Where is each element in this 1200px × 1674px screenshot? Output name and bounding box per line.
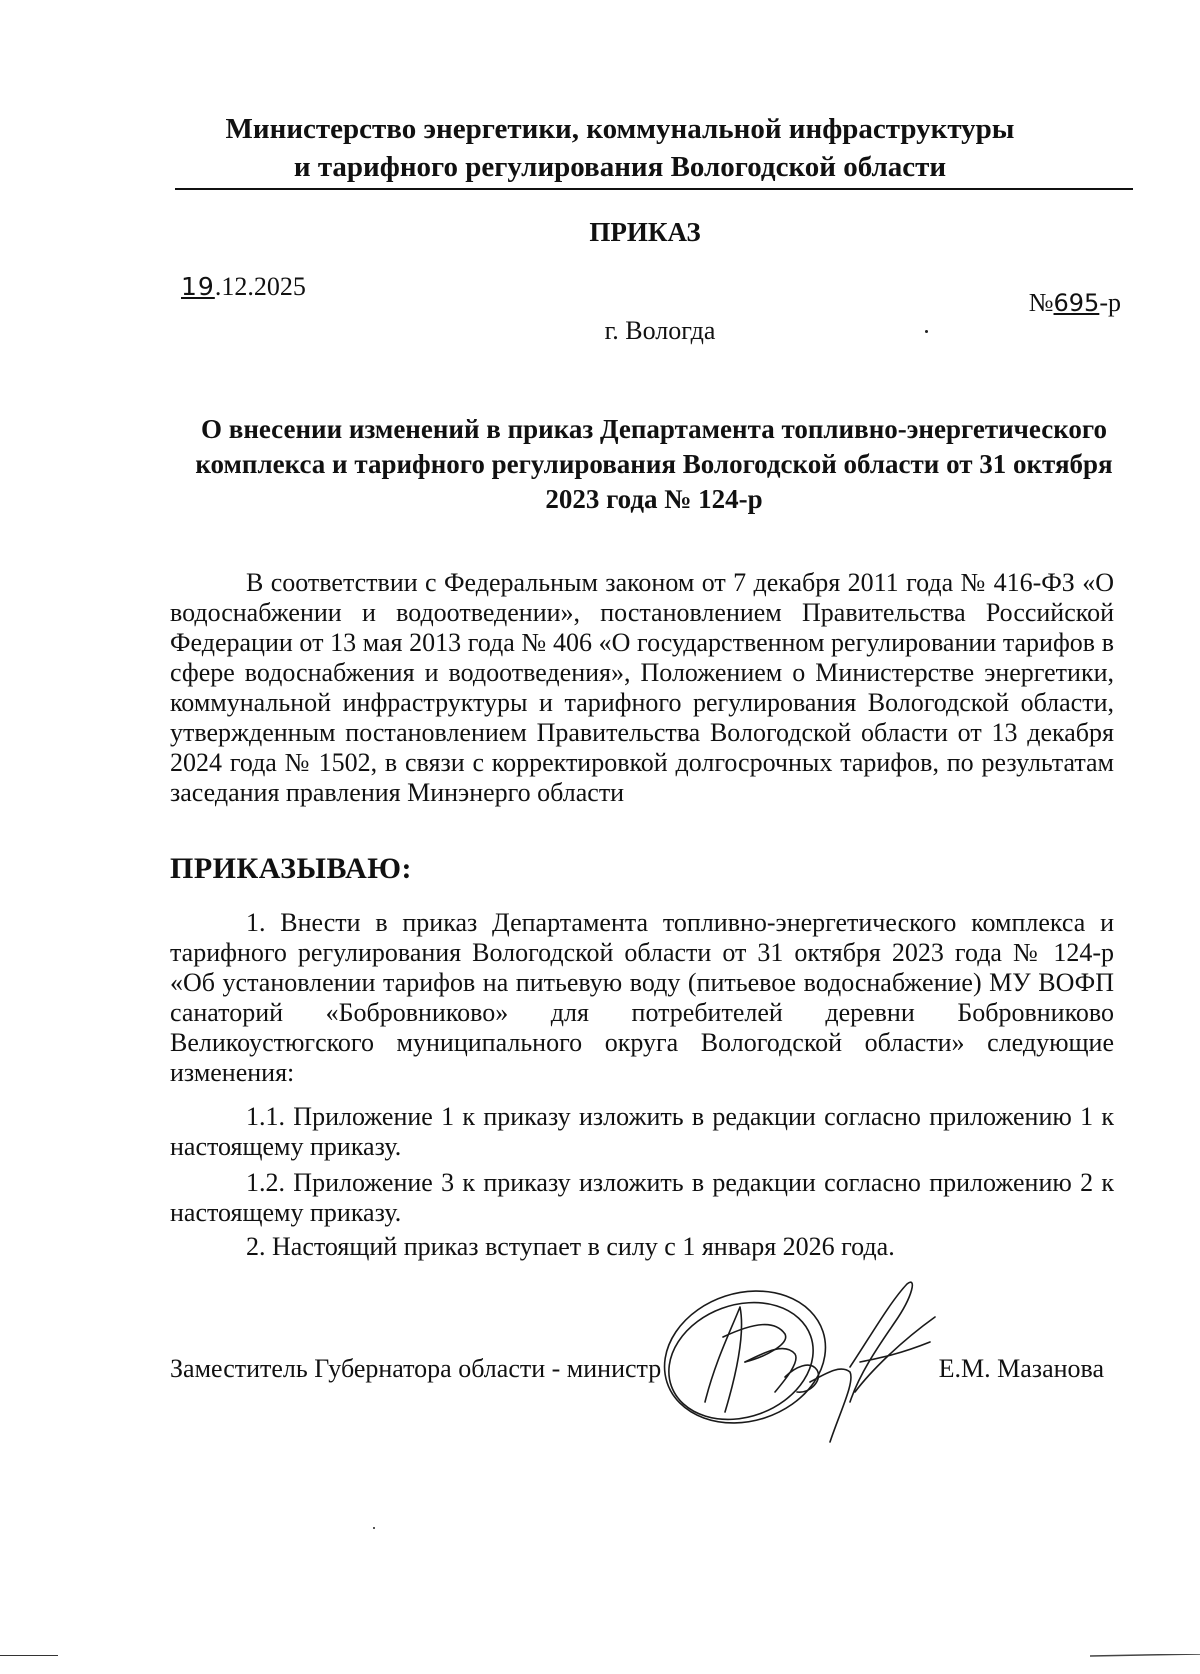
signer-name: Е.М. Мазанова	[938, 1354, 1104, 1383]
signer-position: Заместитель Губернатора области - министр	[170, 1354, 662, 1383]
number-handwritten: 695	[1053, 289, 1100, 317]
document-city: г. Вологда	[604, 316, 716, 345]
header-divider	[175, 188, 1133, 190]
ministry-name-line-1: Министерство энергетики, коммунальной инфраструктуры	[225, 113, 1015, 145]
scan-dot	[373, 1527, 375, 1529]
ministry-name-line-2: и тарифного регулирования Вологодской области	[293, 151, 947, 183]
document-date	[181, 272, 306, 302]
number-suffix: -р	[1099, 288, 1121, 317]
document-type-heading: ПРИКАЗ	[589, 217, 701, 247]
date-day-handwritten: 19	[181, 272, 215, 301]
date-month-year: .12.2025	[214, 272, 306, 301]
order-word: ПРИКАЗЫВАЮ:	[170, 852, 413, 885]
order-item-1: 1. Внести в приказ Департамента топливно-энергетического комплекса и тарифного регулирования Вологодской области от 31 октября 2023 года № 124-р «Об установлении тарифов на питьевую воду (питьевое водоснабжение) МУ ВОФП санаторий «Бобровниково» для потребителей деревни Бобровниково Великоустюгского муниципального округа Вологодской области» следующие изменения:	[170, 908, 1114, 1087]
document-title: О внесении изменений в приказ Департамента топливно-энергетического комплекса и тарифного регулирования Вологодской области от 31 октября 2023 года № 124-р	[195, 414, 1113, 514]
order-item-1-2: 1.2. Приложение 3 к приказу изложить в редакции согласно приложению 2 к настоящему приказу.	[170, 1168, 1114, 1227]
number-prefix: №	[1028, 288, 1054, 317]
preamble-paragraph: В соответствии с Федеральным законом от 7 декабря 2011 года № 416-ФЗ «О водоснабжении и водоотведении», постановлением Правительства Российской Федерации от 13 мая 2013 года № 406 «О государственном регулировании тарифов в сфере водоснабжения и водоотведения», Положением о Министерстве энергетики, коммунальной инфраструктуры и тарифного регулирования Вологодской области, утвержденным постановлением Правительства Вологодской области от 13 декабря 2024 года № 1502, в связи с корректировкой долгосрочных тарифов, по результатам заседания правления Минэнерго области	[170, 568, 1114, 807]
order-item-1-1: 1.1. Приложение 1 к приказу изложить в редакции согласно приложению 1 к настоящему приказу.	[170, 1102, 1114, 1161]
scan-edge-mark-left	[0, 1655, 58, 1656]
order-item-2: 2. Настоящий приказ вступает в силу с 1 января 2026 года.	[246, 1232, 895, 1261]
scan-edge-mark-right	[1090, 1654, 1200, 1657]
handwritten-signature	[645, 1262, 975, 1452]
scan-speck	[925, 330, 928, 333]
document-number	[1029, 288, 1121, 318]
